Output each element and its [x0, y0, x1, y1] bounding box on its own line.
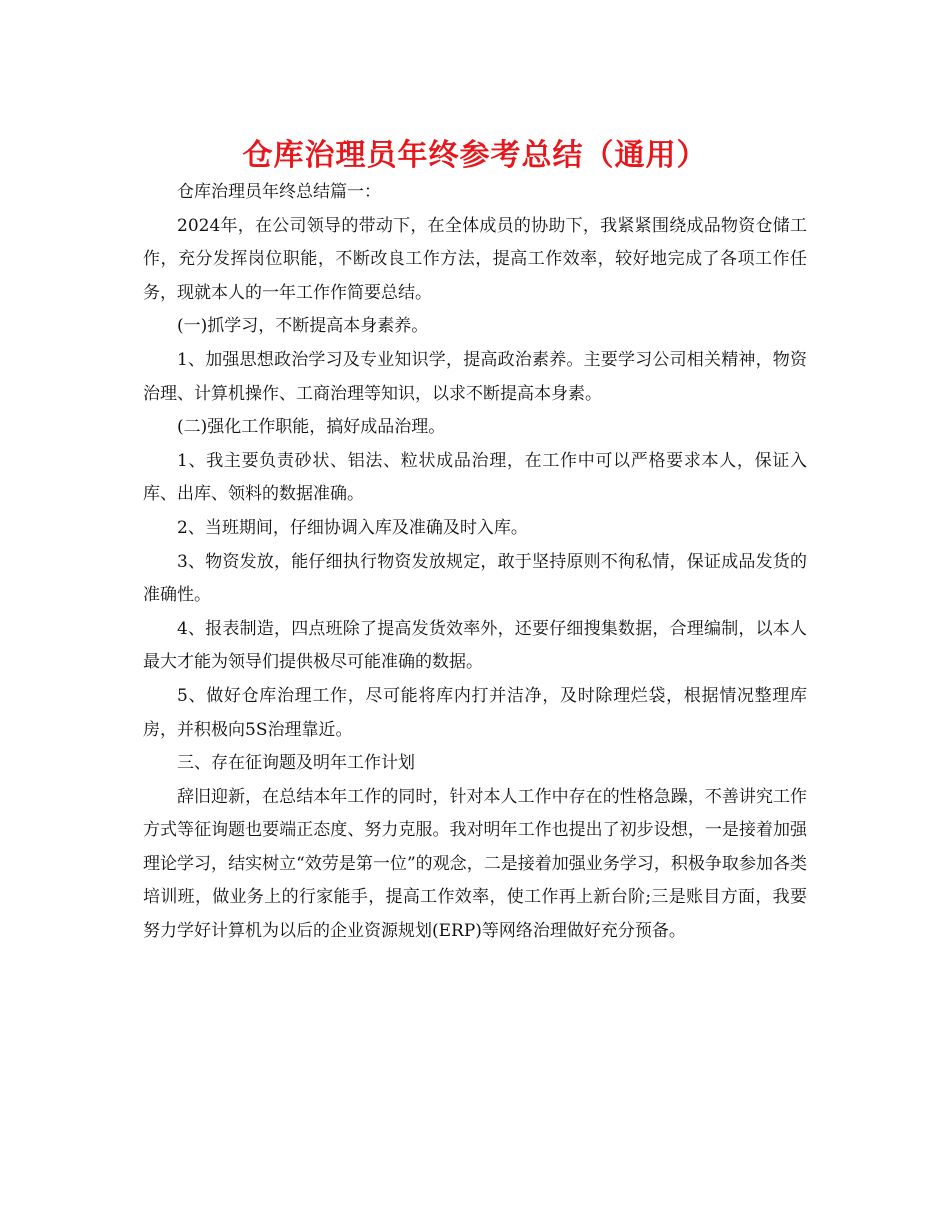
document-body [143, 176, 807, 949]
paragraph-duty-item-2: 2、当班期间，仔细协调入库及准确及时入库。 [177, 517, 528, 538]
paragraph-heading-study: (一)抓学习，不断提高本身素养。 [177, 316, 429, 337]
paragraph-duty-item-1: 1、我主要负责砂状、铝法、粒状成品治理，在工作中可以严格要求本人，保证入库、出库、领料的数据准确。 [143, 450, 807, 505]
paragraph-duty-item-4: 4、报表制造，四点班除了提高发货效率外，还要仔细搜集数据，合理编制，以本人最大才能为领导们提供极尽可能准确的数据。 [143, 618, 807, 673]
paragraph-section-heading: 仓库治理员年终总结篇一： [177, 182, 381, 202]
paragraph-duty-item-3: 3、物资发放，能仔细执行物资发放规定，敢于坚持原则不徇私情，保证成品发货的准确性。 [143, 551, 807, 606]
paragraph-plan: 辞旧迎新，在总结本年工作的同时，针对本人工作中存在的性格急躁，不善讲究工作方式等征询题也要端正态度、努力克服。我对明年工作也提出了初步设想，一是接着加强理论学习，结实树立“效劳是第一位”的观念，二是接着加强业务学习，积极争取参加各类培训班，做业务上的行家能手，提高工作效率，使工作再上新台阶;三是账目方面，我要努力学好计算机为以后的企业资源规划(ERP)等网络治理做好充分预备。 [143, 786, 807, 942]
paragraph-intro: 2024年，在公司领导的带动下，在全体成员的协助下，我紧紧围绕成品物资仓储工作，充分发挥岗位职能，不断改良工作方法，提高工作效率，较好地完成了各项工作任务，现就本人的一年工作作简要总结。 [143, 215, 807, 303]
paragraph-heading-duties: (二)强化工作职能，搞好成品治理。 [177, 417, 446, 438]
document-title: 仓库治理员年终参考总结（通用） [242, 138, 708, 173]
paragraph-heading-plan: 三、存在征询题及明年工作计划 [177, 753, 415, 774]
paragraph-duty-item-5: 5、做好仓库治理工作，尽可能将库内打并洁净，及时除理烂袋，根据情况整理库房，并积极向5S治理靠近。 [143, 685, 807, 740]
paragraph-study-item-1: 1、加强思想政治学习及专业知识学，提高政治素养。主要学习公司相关精神，物资治理、计算机操作、工商治理等知识，以求不断提高本身素。 [143, 349, 807, 404]
